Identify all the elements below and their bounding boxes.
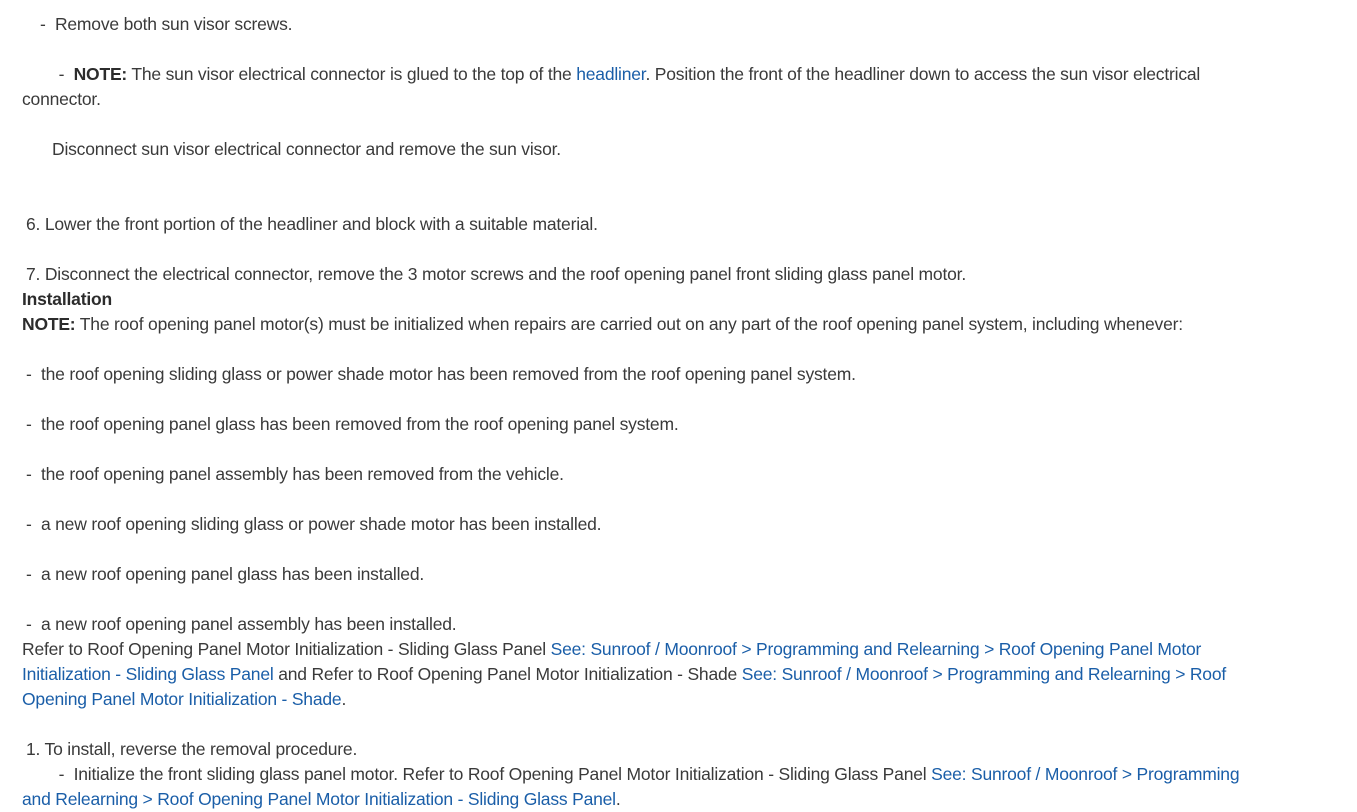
note-label: NOTE: (73, 64, 128, 84)
list-item (22, 362, 1242, 387)
spacer (22, 37, 1242, 62)
headliner-link[interactable]: headliner (576, 64, 646, 84)
step7-text: 7. Disconnect the electrical connector, remove the 3 motor screws and the roof opening panel front sliding glass panel motor. (26, 264, 966, 284)
removal-screws-text: Remove both sun visor screws. (54, 14, 293, 34)
spacer (22, 437, 1242, 462)
bullet-text: the roof opening panel assembly has been removed from the vehicle. (40, 464, 564, 484)
shade-init-link[interactable]: See: Sunroof / Moonroof > Programming and Relearning > Roof Opening Panel Motor Initialization - Shade (22, 664, 1227, 709)
removal-disconnect (22, 137, 1242, 162)
list-item (22, 612, 1242, 637)
list-item (22, 512, 1242, 537)
removal-substep-screws (22, 12, 1242, 37)
installation-note-text: The roof opening panel motor(s) must be initialized when repairs are carried out on any part of the roof opening panel system, including whenever: (75, 314, 1183, 334)
note-text: The sun visor electrical connector is glued to the top of the (127, 64, 577, 84)
dash-marker: - (26, 514, 41, 534)
installation-note (22, 312, 1242, 337)
bullet-text: the roof opening panel glass has been removed from the roof opening panel system. (40, 414, 679, 434)
removal-step-7 (22, 262, 1242, 287)
sliding-glass-init-link[interactable]: See: Sunroof / Moonroof > Programming and Relearning > Roof Opening Panel Motor Initialization - Sliding Glass Panel (22, 639, 1202, 684)
bullet-text: a new roof opening panel glass has been installed. (40, 564, 425, 584)
removal-note (22, 62, 1242, 112)
refer-paragraph (22, 637, 1242, 712)
refer-text: Refer to Roof Opening Panel Motor Initialization - Sliding Glass Panel (22, 639, 551, 659)
installation-heading: Installation (22, 289, 112, 309)
bullet-text: the roof opening sliding glass or power shade motor has been removed from the roof opening panel system. (40, 364, 856, 384)
installation-substep (22, 762, 1242, 812)
bullet-text: a new roof opening panel assembly has been installed. (40, 614, 457, 634)
installation-step-1 (22, 737, 1242, 762)
dash-marker: - (26, 564, 41, 584)
spacer (22, 337, 1242, 362)
step1-text: 1. To install, reverse the removal procedure. (26, 739, 358, 759)
dash-marker: - (26, 414, 41, 434)
step6-text: 6. Lower the front portion of the headliner and block with a suitable material. (26, 214, 598, 234)
spacer (22, 162, 1242, 212)
spacer (22, 587, 1242, 612)
spacer (22, 387, 1242, 412)
front-glass-init-link[interactable]: See: Sunroof / Moonroof > Programming and Relearning > Roof Opening Panel Motor Initialization - Sliding Glass Panel (22, 764, 1240, 809)
document-body (22, 12, 1242, 812)
dash-marker: - (40, 64, 74, 84)
list-item (22, 462, 1242, 487)
note-text-post: . Position the front of the headliner down to access the sun visor electrical connector. (22, 64, 1201, 109)
spacer (22, 712, 1242, 737)
dash-marker: - (26, 364, 41, 384)
refer-text-mid: and Refer to Roof Opening Panel Motor Initialization - Shade (273, 664, 742, 684)
removal-step-6 (22, 212, 1242, 237)
list-item (22, 562, 1242, 587)
spacer (22, 237, 1242, 262)
refer-text-end: . (341, 689, 347, 709)
dash-marker: - (26, 614, 41, 634)
note-label: NOTE: (22, 314, 76, 334)
dash-marker: - (26, 464, 41, 484)
spacer (22, 112, 1242, 137)
dash-marker: - (40, 764, 74, 784)
spacer (22, 537, 1242, 562)
spacer (22, 487, 1242, 512)
list-item (22, 412, 1242, 437)
bullet-text: a new roof opening sliding glass or power shade motor has been installed. (40, 514, 602, 534)
substep-text: Initialize the front sliding glass panel motor. Refer to Roof Opening Panel Motor Initialization - Sliding Glass Panel (73, 764, 932, 784)
dash-marker: - (40, 14, 55, 34)
substep-text-end: . (615, 789, 621, 809)
disconnect-text: Disconnect sun visor electrical connector and remove the sun visor. (52, 139, 561, 159)
